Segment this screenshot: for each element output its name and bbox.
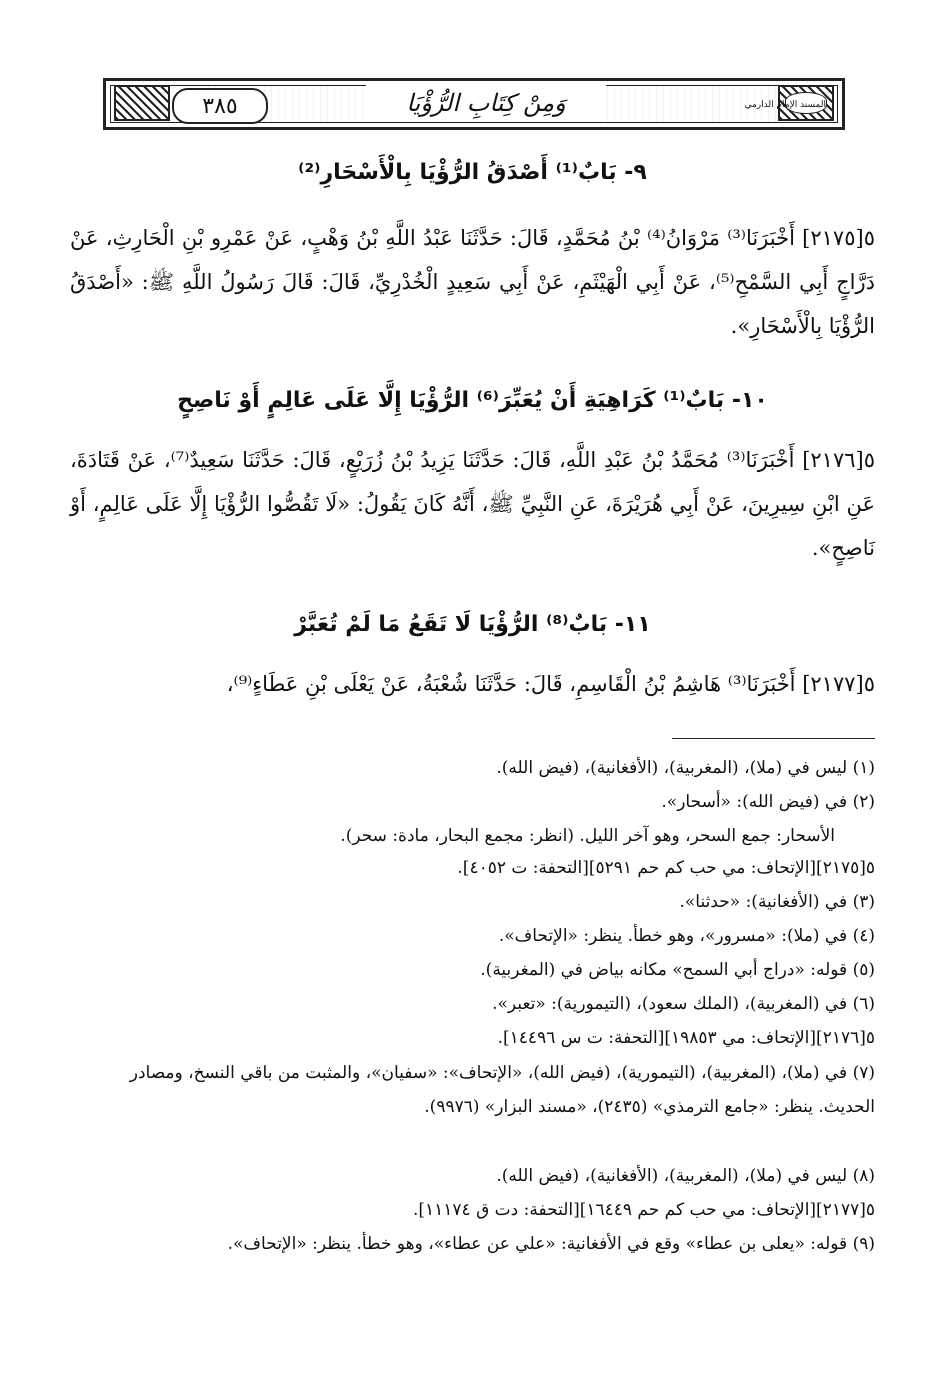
seal-text: المسند الإمام الدارمي [785,92,827,114]
footnote: (٦) في (المغربية)، (الملك سعود)، (التيمورية): «تعبر». [492,994,875,1014]
footnote-reference: ٥[٢١٧٦][الإتحاف: مي ١٩٨٥٣][التحفة: ت س ١٤٤٩٦]. [497,1028,875,1048]
chapter-title: وَمِنْ كِتَابِ الرُّؤْيَا [366,85,606,121]
footnote-reference: ٥[٢١٧٥][الإتحاف: مي حب كم حم ٥٢٩١][التحفة: ت ٤٠٥٢]. [457,858,875,878]
footnote: (٧) في (ملا)، (المغربية)، (التيمورية)، (فيض الله)، «الإتحاف»: «سفيان»، والمثبت من باقي النسخ، ومصادر الحديث. ينظر: «جامع الترمذي» (٢٤٣٥)، «مسند البزار» (٩٩٧٦). [129,1063,875,1117]
section-heading: ١٠- بَابٌ⁽¹⁾ كَرَاهِيَةِ أَنْ يُعَبِّرَ⁽⁶⁾ الرُّؤْيَا إِلَّا عَلَى عَالِمٍ أَوْ نَاصِحٍ [177,388,768,413]
footnote: (٥) قوله: «دراج أبي السمح» مكانه بياض في (المغربية). [480,960,875,980]
hadith-paragraph: ٥[٢١٧٦] أَخْبَرَنَا⁽³⁾ مُحَمَّدُ بْنُ عَبْدِ اللَّهِ، قَالَ: حَدَّثَنَا يَزِيدُ بْنُ زُرَيْعٍ، قَالَ: حَدَّثَنَا سَعِيدٌ⁽⁷⁾، عَنْ قَتَادَةَ، عَنِ ابْنِ سِيرِينَ، عَنْ أَبِي هُرَيْرَةَ، عَنِ النَّبِيِّ ﷺ، أَنَّهُ كَانَ يَقُولُ: «لَا تَقُصُّوا الرُّؤْيَا إِلَّا عَلَى عَالِمٍ، أَوْ نَاصِحٍ». [70,448,875,560]
footnote-definition: الأسحار: جمع السحر، وهو آخر الليل. (انظر: مجمع البحار، مادة: سحر). [340,826,835,846]
corner-ornament-icon [114,85,170,121]
hadith-paragraph: ٥[٢١٧٧] أَخْبَرَنَا⁽³⁾ هَاشِمُ بْنُ الْقَاسِمِ، قَالَ: حَدَّثَنَا شُعْبَةُ، عَنْ يَعْلَى بْنِ عَطَاءٍ⁽⁹⁾، [226,672,875,696]
hadith-paragraph: ٥[٢١٧٥] أَخْبَرَنَا⁽³⁾ مَرْوَانُ⁽⁴⁾ بْنُ مُحَمَّدٍ، قَالَ: حَدَّثَنَا عَبْدُ اللَّهِ بْنُ وَهْبٍ، عَنْ عَمْرِو بْنِ الْحَارِثِ، عَنْ دَرَّاجٍ أَبِي السَّمْحِ⁽⁵⁾، عَنْ أَبِي الْهَيْثَمِ، عَنْ أَبِي سَعِيدٍ الْخُدْرِيِّ، قَالَ: قَالَ رَسُولُ اللَّهِ ﷺ: «أَصْدَقُ الرُّؤْيَا بِالْأَسْحَارِ». [70,226,875,338]
page-header [103,78,845,130]
footnote-divider [672,738,875,739]
footnote: (٣) في (الأفغانية): «حدثنا». [679,892,875,912]
footnote: (٩) قوله: «يعلى بن عطاء» وقع في الأفغانية: «علي عن عطاء»، وهو خطأ. ينظر: «الإتحاف». [227,1234,875,1254]
footnote: (١) ليس في (ملا)، (المغربية)، (الأفغانية)، (فيض الله). [496,758,875,778]
footnote: (٤) في (ملا): «مسرور»، وهو خطأ. ينظر: «الإتحاف». [498,926,875,946]
footnote-reference: ٥[٢١٧٧][الإتحاف: مي حب كم حم ١٦٤٤٩][التحفة: دت ق ١١١٧٤]. [412,1200,875,1220]
section-heading: ٩- بَابٌ⁽¹⁾ أَصْدَقُ الرُّؤْيَا بِالْأَسْحَارِ⁽²⁾ [298,160,647,185]
footnote: (٢) في (فيض الله): «أسحار». [661,792,875,812]
seal-ornament-icon [744,85,834,121]
page-number: ٣٨٥ [172,88,268,124]
footnote: (٨) ليس في (ملا)، (المغربية)، (الأفغانية)، (فيض الله). [496,1166,875,1186]
section-heading: ١١- بَابٌ⁽⁸⁾ الرُّؤْيَا لَا تَقَعُ مَا لَمْ تُعَبَّرْ [294,612,651,637]
